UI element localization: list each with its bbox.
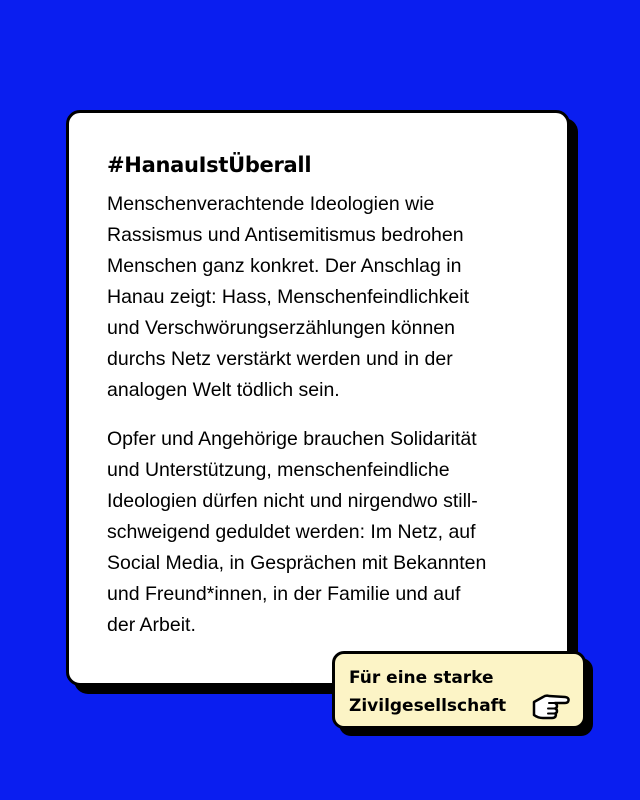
cta-line-2: Zivilgesellschaft	[349, 696, 507, 716]
hashtag-title: #HanauIstÜberall	[107, 153, 312, 177]
pointing-hand-icon	[531, 692, 571, 720]
paragraph-ideologies: Menschenverachtende Ideologien wie Rassismus und Antisemitismus bedrohen Menschen ganz konkret. Der Anschlag in Hanau zeigt: Hass, Menschenfeindlichkeit und Verschwörungserzählungen können durchs Netz verstärkt werden und in der analogen Welt tödlich sein.	[107, 193, 470, 401]
info-card	[66, 110, 570, 686]
cta-line-1: Für eine starke	[349, 668, 494, 688]
paragraph-solidarity: Opfer und Angehörige brauchen Solidarität und Unterstützung, menschenfeindliche Ideologien dürfen nicht und nirgendwo still- schweigend geduldet werden: Im Netz, auf Social Media, in Gesprächen mit Bekannten und Freund*innen, in der Familie und auf der Arbeit.	[107, 428, 487, 636]
civil-society-button[interactable]	[332, 651, 586, 729]
